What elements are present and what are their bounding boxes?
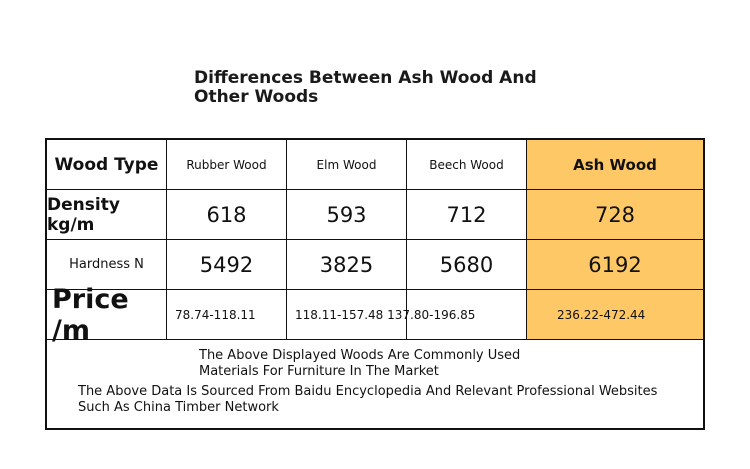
row-label-density: Density kg/m (47, 190, 167, 240)
density-rubber: 618 (167, 190, 287, 240)
notes-section (47, 340, 703, 428)
header-beech-wood: Beech Wood (407, 140, 527, 190)
note-data-source: The Above Data Is Sourced From Baidu Encyclopedia And Relevant Professional Websites Such As China Timber Network (78, 384, 658, 415)
density-beech: 712 (407, 190, 527, 240)
price-rubber: 78.74-118.11 (167, 290, 287, 340)
header-ash-wood: Ash Wood (527, 140, 703, 190)
row-label-price: Price /m (47, 290, 167, 340)
hardness-rubber: 5492 (167, 240, 287, 290)
comparison-table (45, 138, 705, 430)
header-wood-type: Wood Type (47, 140, 167, 190)
note-common-materials: The Above Displayed Woods Are Commonly Used Materials For Furniture In The Market (199, 348, 521, 379)
page-title: Differences Between Ash Wood And Other Woods (194, 68, 537, 107)
row-label-hardness: Hardness N (47, 240, 167, 290)
hardness-elm: 3825 (287, 240, 407, 290)
price-ash: 236.22-472.44 (527, 290, 703, 340)
density-elm: 593 (287, 190, 407, 240)
density-ash: 728 (527, 190, 703, 240)
hardness-beech: 5680 (407, 240, 527, 290)
header-rubber-wood: Rubber Wood (167, 140, 287, 190)
price-elm-beech: 118.11-157.48 137.80-196.85 (287, 290, 407, 340)
header-elm-wood: Elm Wood (287, 140, 407, 190)
hardness-ash: 6192 (527, 240, 703, 290)
